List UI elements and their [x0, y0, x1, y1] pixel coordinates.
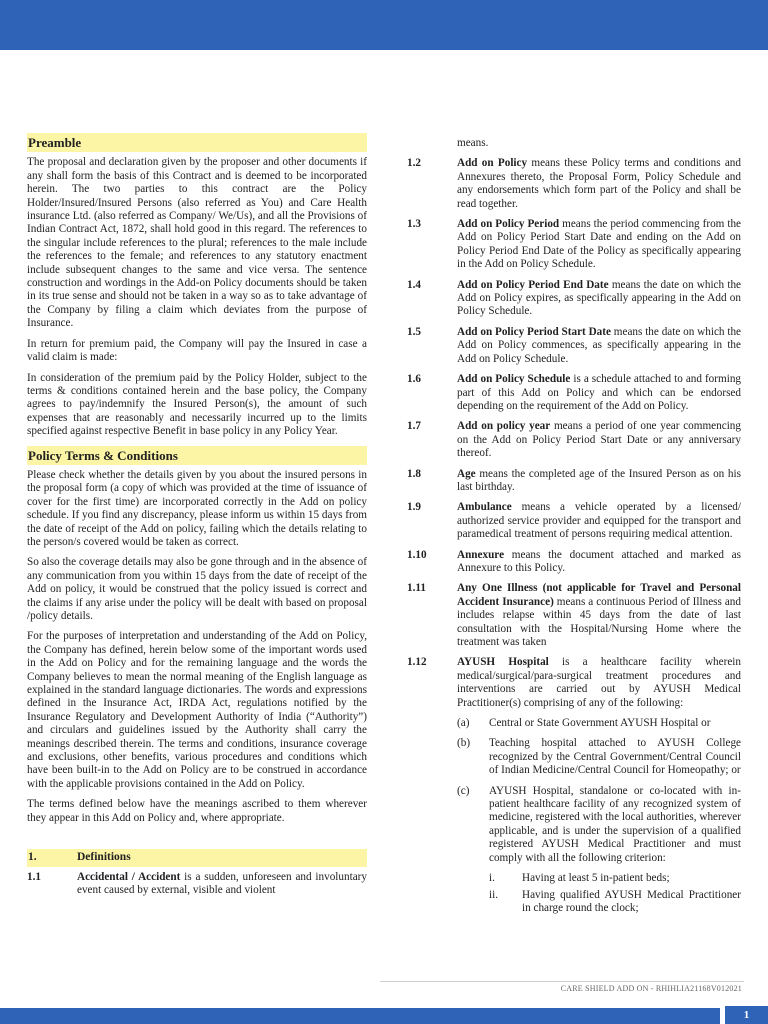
definition-text: Add on Policy means these Policy terms and conditions and Annexures thereto, the Proposal Form, Policy Schedule and any endorsements which form part of the Policy and shall be read together.: [457, 157, 741, 210]
definition-number: 1.4: [407, 278, 421, 291]
left-column: [27, 133, 367, 904]
definition-item: [407, 656, 741, 710]
definition-item: [407, 549, 741, 576]
criterion-item: ii. Having qualified AYUSH Medical Practitioner in charge round the clock;: [489, 888, 741, 914]
definition-subitem: (c) AYUSH Hospital, standalone or co-located with in-patient healthcare facility of any recognized system of medicine, registered with the local authorities, wherever applicable, and is under the supervision of a qualified registered AYUSH Medical Practitioner and must comply with all the following criterion:: [457, 784, 741, 864]
definition-subitem: (a) Central or State Government AYUSH Hospital or: [457, 717, 711, 730]
definition-subitem: (b) Teaching hospital attached to AYUSH College recognized by the Central Government/Central Council of Indian Medicine/Central Council for Homeopathy; or: [457, 737, 741, 777]
preamble-paragraph: The proposal and declaration given by the proposer and other documents if any shall form the basis of this Contract and is deemed to be incorporated herein. The two parties to this contract are the Policy Holder/Insured/Insured Persons (also referred as You) and Care Health insurance Ltd. (also referred as Company/ We/Us), and all the Provisions of Indian Contract Act, 1872, shall hold good in this regard. The references to the singular include references to the plural; references to the male include the references to the female; and references to any statutory enactment include subsequent changes to the same and vice versa. The sentence construction and wordings in the Add-on Policy documents should be taken in its true sense and should not be taken in a way so as to take advantage of the Company by filing a claim which deviates from the purpose of Insurance.: [27, 156, 367, 330]
preamble-paragraph: In return for premium paid, the Company will pay the Insured in case a valid claim is made:: [27, 337, 367, 364]
definition-text: Ambulance means a vehicle operated by a licensed/ authorized service provider and equipped for the transport and paramedical treatment of persons requiring medical attention.: [457, 501, 741, 541]
definition-text: Any One Illness (not applicable for Travel and Personal Accident Insurance) means a continuous Period of Illness and includes relapse within 45 days from the date of last consultation with the Hospital/Nursing Home where the treatment was taken: [457, 582, 741, 648]
definition-item: [407, 373, 741, 413]
definition-item: [407, 326, 741, 366]
definition-number: 1.6: [407, 373, 421, 386]
definition-number: 1.12: [407, 656, 427, 669]
definition-text: AYUSH Hospital is a healthcare facility wherein medical/surgical/para-surgical treatment procedures and interventions are carried out by AYUSH Medical Practitioner(s) comprising of any of the following:: [457, 656, 741, 709]
definition-item: 1.1 Accidental / Accident is a sudden, unforeseen and involuntary event caused by external, visible and violent: [27, 870, 367, 896]
definition-continuation: means.: [457, 137, 489, 149]
definition-item: [407, 279, 741, 319]
footer-bar: [0, 1008, 720, 1024]
definition-number: 1.11: [407, 582, 426, 595]
definition-term: Annexure: [457, 548, 505, 561]
definition-term: Add on Policy: [457, 157, 528, 170]
criterion-item: i. Having at least 5 in-patient beds;: [489, 872, 670, 885]
definition-term: Add on Policy Schedule: [457, 373, 571, 386]
terms-heading: Policy Terms & Conditions: [27, 446, 367, 465]
definition-number: 1.10: [407, 548, 427, 561]
definition-text: Add on Policy Period Start Date means the date on which the Add on Policy commences, as specifically appearing in the Add on Policy Schedule.: [457, 325, 742, 365]
definition-term: Add on Policy Period: [457, 218, 560, 231]
definition-item: [407, 468, 741, 495]
definition-item: [407, 582, 741, 649]
definition-text: Add on Policy Period End Date means the date on which the Add on Policy expires, as specifically appearing in the Add on Policy Schedule.: [457, 278, 741, 318]
definition-number: 1.9: [407, 501, 421, 514]
terms-paragraph: The terms defined below have the meanings ascribed to them wherever they appear in this Add on Policy and, where appropriate.: [27, 798, 367, 824]
definition-item: [407, 218, 741, 272]
footer-document-code: CARE SHIELD ADD ON - RHIHLIA21168V012021: [560, 984, 742, 993]
definition-term: Any One Illness (not applicable for Travel and Personal Accident Insurance): [457, 582, 741, 608]
preamble-heading: Preamble: [27, 133, 367, 152]
definition-text: Add on policy year means a period of one year commencing on the Add on Policy Period Start Date or any anniversary thereof.: [457, 420, 741, 460]
definition-term: Add on Policy Period Start Date: [457, 325, 611, 338]
right-column: [407, 137, 741, 918]
definition-number: 1.2: [407, 157, 421, 170]
definition-number: 1.3: [407, 218, 421, 231]
definition-term: Add on policy year: [457, 420, 551, 433]
definitions-heading: 1. Definitions: [27, 849, 367, 866]
definition-text: Annexure means the document attached and marked as Annexure to this Policy.: [457, 548, 741, 574]
header-bar: [0, 0, 768, 50]
definition-text: Age means the completed age of the Insured Person as on his last birthday.: [457, 467, 741, 493]
definition-item: [407, 420, 741, 460]
preamble-paragraph: In consideration of the premium paid by the Policy Holder, subject to the terms & conditions contained herein and the base policy, the Company agrees to pay/indemnify the Insured Person(s), the amount of such expenses that are reasonably and necessarily incurred up to the limits specified against respective Benefit in base policy in any Policy Year.: [27, 371, 367, 438]
definition-text: Add on Policy Schedule is a schedule attached to and forming part of this Add on Policy and which can be endorsed depending on the requirement of the Add on Policy.: [457, 373, 742, 412]
definition-number: 1.8: [407, 467, 421, 480]
definition-number: 1.5: [407, 325, 421, 338]
definition-item: [407, 157, 741, 211]
definition-item: [407, 501, 741, 541]
terms-paragraph: For the purposes of interpretation and understanding of the Add on Policy, the Company has defined, herein below some of the important words used in the Add on Policy and for the remaining language and the words the Company believes to mean the normal meaning of the English language as explained in the standard language dictionaries. The words and expressions defined in the Insurance Act, IRDA Act, regulations notified by the Insurance Regulatory and Development Authority of India (“Authority”) and circulars and guidelines issued by the Authority shall carry the meanings described therein. The terms and conditions, insurance coverage and exclusions, other benefits, various procedures and conditions which have been built-in to the Add on Policy are to be construed in accordance with the applicable provisions contained in the Add on Policy.: [27, 630, 367, 790]
footer-divider: [380, 981, 744, 982]
definition-term: AYUSH Hospital: [457, 656, 549, 669]
definition-term: Age: [457, 467, 476, 480]
terms-paragraph: Please check whether the details given by you about the insured persons in the proposal form (a copy of which was provided at the time of issuance of cover for the first time) are incorporated correctly in the Add on policy schedule. If you find any discrepancy, please inform us within 15 days from the date of receipt of the Add on policy, failing which the details relating to the person/s covered would be taken as correct.: [27, 468, 367, 548]
definition-term: Ambulance: [457, 501, 512, 514]
terms-paragraph: So also the coverage details may also be gone through and in the absence of any communication from you within 15 days from the date of receipt of the Add on policy, it would be construed that the policy issued is correct and the claims if any arise under the policy will be dealt with based on proposal /policy details.: [27, 556, 367, 622]
page-number: 1: [725, 1006, 768, 1024]
definition-text: Add on Policy Period means the period commencing from the Add on Policy Period Start Date and ending on the Add on Policy Period End Date of the Policy as specifically appearing in the Add on Policy Schedule.: [457, 218, 742, 271]
definition-term: Add on Policy Period End Date: [457, 278, 609, 291]
definition-number: 1.7: [407, 420, 421, 433]
